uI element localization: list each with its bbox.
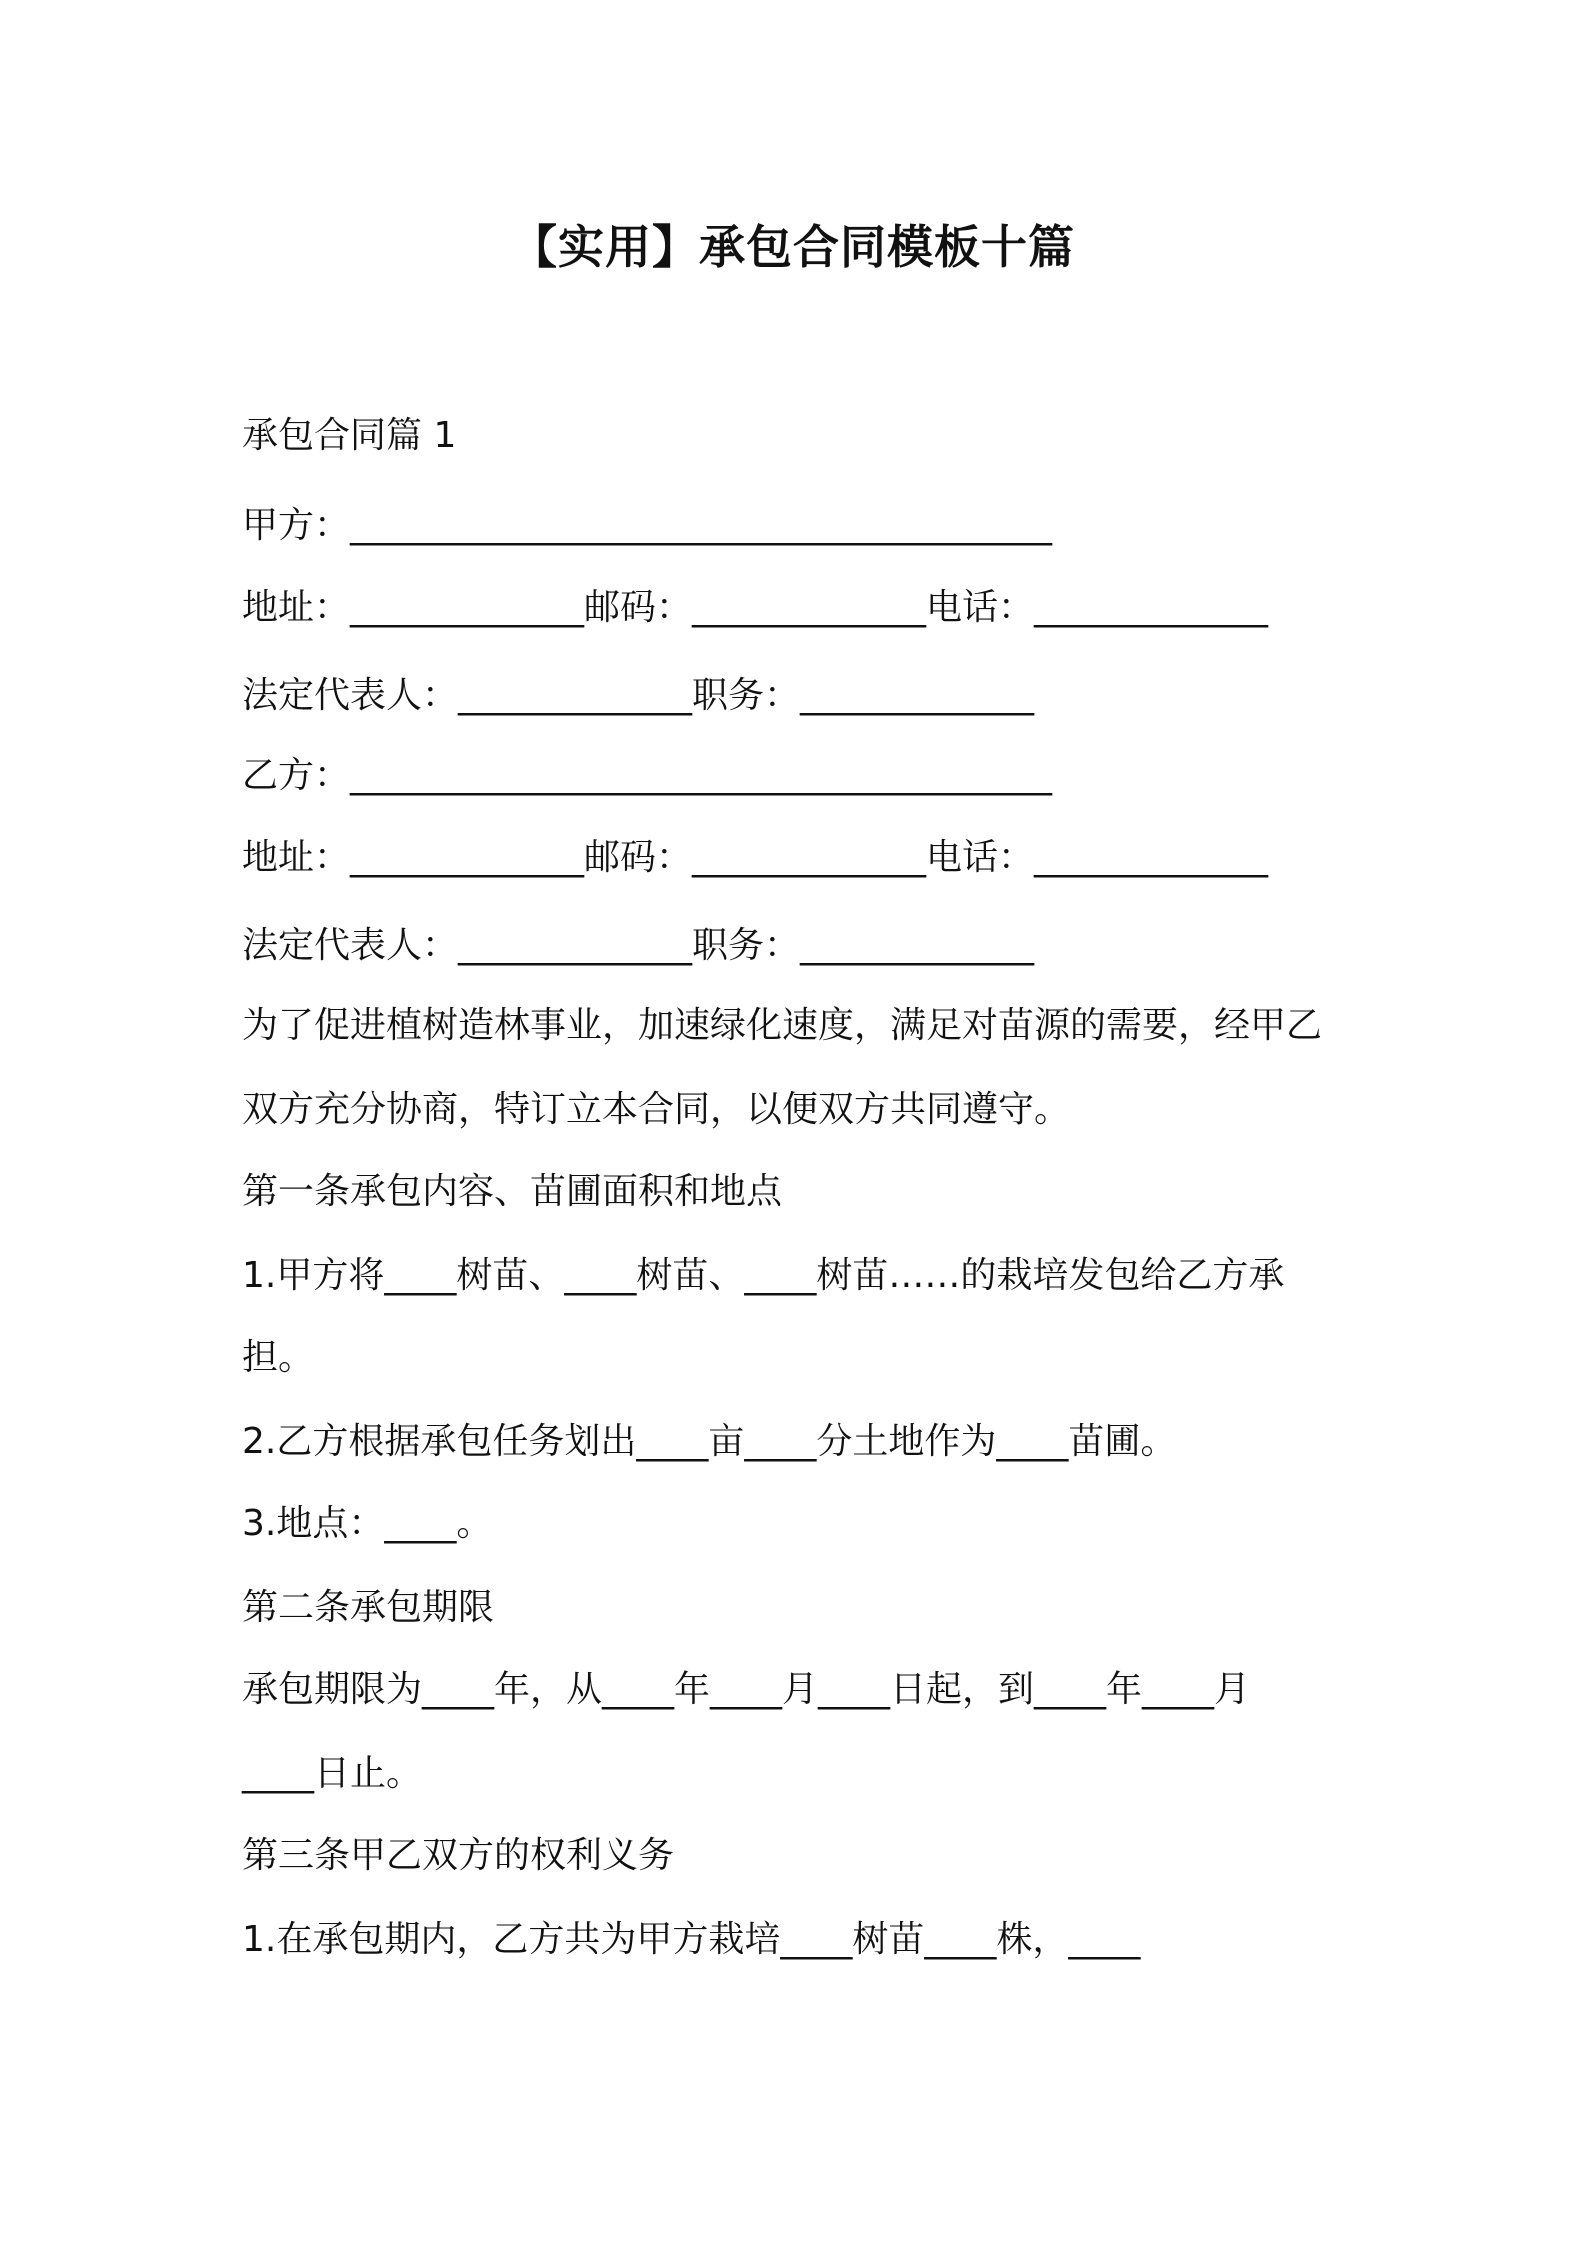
article-heading: 第三条甲乙双方的权利义务 <box>242 1835 675 1876</box>
party-a-address-line: 地址：_____________邮码：_____________电话：_____________ <box>242 587 1269 628</box>
paragraph-line: 为了促进植树造林事业，加速绿化速度，满足对苗源的需要，经甲乙 <box>242 1005 1323 1046</box>
paragraph-line: 1.在承包期内，乙方共为甲方栽培____树苗____株，____ <box>242 1919 1141 1960</box>
paragraph-line: 双方充分协商，特订立本合同，以便双方共同遵守。 <box>242 1089 1071 1130</box>
party-a-line: 甲方：_______________________________________ <box>242 505 1053 546</box>
paragraph-line: 2.乙方根据承包任务划出____亩____分土地作为____苗圃。 <box>242 1421 1177 1462</box>
party-b-representative-line: 法定代表人：_____________职务：_____________ <box>242 925 1035 966</box>
party-b-line: 乙方：_______________________________________ <box>242 755 1053 796</box>
paragraph-line: 担。 <box>242 1337 315 1378</box>
paragraph-line: 承包期限为____年，从____年____月____日起，到____年____月 <box>242 1669 1251 1710</box>
document-title: 【实用】承包合同模板十篇 <box>511 220 1075 274</box>
party-b-address-line: 地址：_____________邮码：_____________电话：_____________ <box>242 837 1269 878</box>
paragraph-line: 1.甲方将____树苗、____树苗、____树苗……的栽培发包给乙方承 <box>242 1255 1285 1296</box>
paragraph-line: 3.地点：____。 <box>242 1503 493 1544</box>
article-heading: 第二条承包期限 <box>242 1587 495 1628</box>
section-heading: 承包合同篇 1 <box>242 415 457 456</box>
party-a-representative-line: 法定代表人：_____________职务：_____________ <box>242 675 1035 716</box>
article-heading: 第一条承包内容、苗圃面积和地点 <box>242 1171 783 1212</box>
paragraph-line: ____日止。 <box>242 1753 423 1794</box>
